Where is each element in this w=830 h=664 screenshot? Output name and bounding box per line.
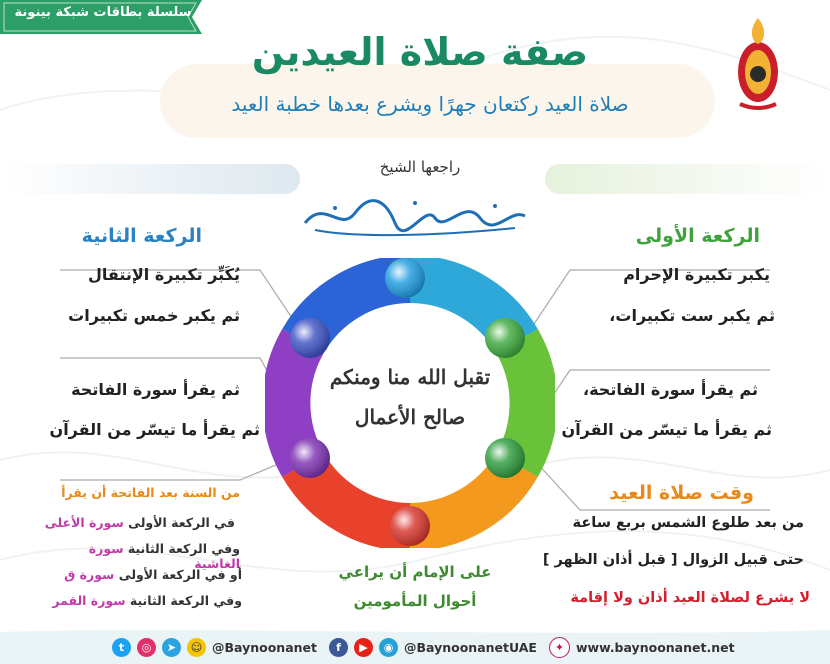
sunnah-row bbox=[40, 593, 242, 608]
sunnah-prefix: وفي الركعة الثانية bbox=[127, 541, 240, 556]
sunnah-prefix: في الركعة الأولى bbox=[128, 515, 235, 530]
sunnah-surah: سورة ق bbox=[64, 567, 115, 582]
instagram-icon[interactable]: ◎ bbox=[137, 638, 156, 657]
eid-time-line3: لا يشرع لصلاة العيد أذان ولا إقامة bbox=[570, 590, 810, 606]
page-title: صفة صلاة العيدين bbox=[251, 30, 589, 74]
footer-handle-1[interactable]: @Baynoonanet bbox=[212, 640, 317, 655]
second-rakah-line2: ثم يكبر خمس تكبيرات bbox=[68, 306, 240, 325]
imam-note-line2: أحوال المأمومين bbox=[353, 592, 477, 610]
second-rakah-line4: ثم يقرأ ما تيسّر من القرآن bbox=[49, 420, 260, 439]
youtube-icon[interactable]: ▶ bbox=[354, 638, 373, 657]
facebook-icon[interactable]: f bbox=[329, 638, 348, 657]
telegram-icon[interactable]: ➤ bbox=[162, 638, 181, 657]
page-subtitle: صلاة العيد ركتعان جهرًا ويشرع بعدها خطبة العيد bbox=[231, 92, 629, 116]
central-ring bbox=[265, 258, 555, 548]
website-icon[interactable]: ✦ bbox=[549, 637, 570, 658]
second-rakah-line1: يُكَبِّر تكبيرة الإنتقال bbox=[87, 265, 240, 284]
footer-website[interactable]: www.baynoonanet.net bbox=[575, 640, 735, 655]
sunnah-surah: سورة الغاشية bbox=[88, 541, 240, 571]
sunnah-row bbox=[40, 567, 242, 582]
second-rakah-title: الركعة الثانية bbox=[81, 225, 202, 247]
eid-time-line1: من بعد طلوع الشمس بربع ساعة bbox=[572, 515, 804, 531]
imam-note-line1: على الإمام أن يراعي bbox=[338, 563, 492, 581]
sunnah-prefix: أو في الركعة الأولى bbox=[118, 567, 242, 582]
center-greeting-line1: تقبل الله منا ومنكم bbox=[329, 365, 491, 389]
sunnah-surah: سورة الأعلى bbox=[44, 515, 124, 530]
globe-icon[interactable]: ◉ bbox=[379, 638, 398, 657]
snapchat-icon[interactable]: ☺ bbox=[187, 638, 206, 657]
twitter-icon[interactable]: t bbox=[112, 638, 131, 657]
reviewer-label: راجعها الشيخ bbox=[379, 158, 461, 176]
eid-time-title: وقت صلاة العيد bbox=[609, 482, 754, 504]
first-rakah-line1: يكبر تكبيرة الإحرام bbox=[623, 265, 770, 284]
first-rakah-line2: ثم يكبر ست تكبيرات، bbox=[609, 306, 775, 325]
center-greeting-line2: صالح الأعمال bbox=[354, 405, 466, 429]
footer-handle-2[interactable]: @BaynoonanetUAE bbox=[404, 640, 537, 655]
footer-social-bar bbox=[112, 637, 735, 658]
second-rakah-line3: ثم يقرأ سورة الفاتحة bbox=[71, 380, 240, 399]
first-rakah-title: الركعة الأولى bbox=[635, 225, 760, 247]
sunnah-row bbox=[40, 515, 235, 530]
sunnah-prefix: وفي الركعة الثانية bbox=[129, 593, 242, 608]
first-rakah-line3: ثم يقرأ سورة الفاتحة، bbox=[583, 380, 758, 399]
first-rakah-line4: ثم يقرأ ما تيسّر من القرآن bbox=[561, 420, 772, 439]
eid-time-line2: حتى قبيل الزوال [ قبل أذان الظهر ] bbox=[542, 552, 804, 568]
sunnah-surah: سورة القمر bbox=[52, 593, 126, 608]
sunnah-title: من السنة بعد الفاتحة أن يقرأ bbox=[61, 485, 240, 500]
series-label: سلسلة بطاقات شبكة بينونة bbox=[14, 5, 192, 20]
